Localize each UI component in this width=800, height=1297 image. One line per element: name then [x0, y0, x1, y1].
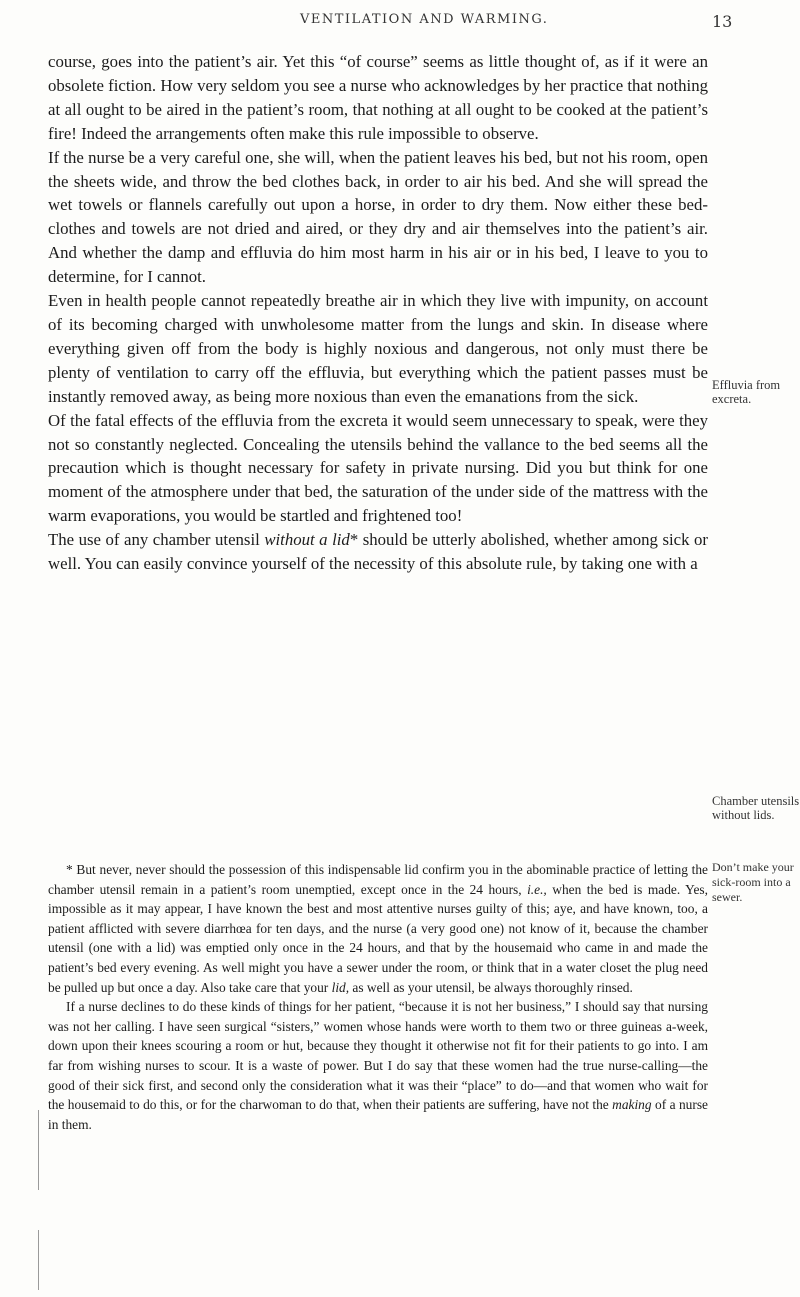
- running-head: VENTILATION AND WARMING.: [300, 12, 549, 27]
- page-edge-mark: [38, 1230, 39, 1290]
- margin-note-sewer: Don’t make your sick-room into a sewer.: [712, 860, 794, 904]
- italic-phrase: making: [612, 1097, 652, 1113]
- paragraph: course, goes into the patient’s air. Yet this “of course” seems as little thought of, as if it were an obsolete fiction. How very seldom you see a nurse who acknowledges by her practice that nothing at all ought to be aired in the patient’s room, that nothing at all ought to be cooked at the patient’s fire! Indeed the arrangements often make this rule impossible to observe.: [48, 52, 708, 143]
- text-run: * should be utterly abolished, whether among sick or well. You can easily convince yourself of the necessity of this absolute rule, by taking one with a: [48, 530, 708, 574]
- footnote: [48, 860, 708, 997]
- page-edge-mark: [38, 1110, 39, 1190]
- paragraph: If the nurse be a very careful one, she will, when the patient leaves his bed, but not his room, open the sheets wide, and throw the bed clothes back, in order to air his bed. And she will spread the wet towels or flannels carefully out upon a horse, in order to dry them. Now either these bed-clothes and towels are not dried and aired, or they dry and air themselves into the patient’s air. And whether the damp and effluvia do him most harm in his air or in his bed, I leave to you to determine, for I cannot.: [48, 147, 708, 287]
- text-run: If a nurse declines to do these kinds of things for her patient, “because it is not her business,” I should say that nursing was not her calling. I have seen surgical “sisters,” women whose hands were worth to them two or three guineas a-week, down upon their knees scouring a room or hut, because they thought it otherwise not fit for their patients to go into. I am far from wishing nurses to scour. It is a waste of power. But I do say that these women had the true nurse-calling—the good of their sick first, and second only the consideration what it was their “place” to do—and that women who wait for the housemaid to do this, or for the charwoman to do that, when their patients are suffering, have not the: [48, 999, 708, 1113]
- main-text: [48, 50, 708, 576]
- paragraph: [48, 528, 708, 576]
- page-header: [0, 0, 800, 40]
- italic-phrase: i.e.,: [527, 881, 547, 897]
- page-number: 13: [712, 12, 733, 31]
- text-run: of a nurse in them.: [48, 1097, 708, 1132]
- text-run: * But never, never should the possession of this indispensable lid confirm you in the abominable practice of letting the chamber utensil remain in a patient’s room unemptied, except once in the 24 hours,: [48, 862, 708, 897]
- italic-phrase: without a lid: [264, 530, 350, 550]
- text-run: The use of any chamber utensil: [48, 530, 265, 550]
- footnotes: [48, 860, 708, 1134]
- paragraph: Even in health people cannot repeatedly breathe air in which they live with impunity, on account of its becoming charged with unwholesome matter from the lungs and skin. In disease where everything given off from the body is highly noxious and dangerous, not only must there be plenty of ventilation to carry off the effluvia, but everything which the patient passes must be instantly removed away, as being more noxious than even the emanations from the sick.: [48, 291, 708, 406]
- paragraph: Of the fatal effects of the effluvia from the excreta it would seem unnecessary to speak, were they not so constantly neglected. Concealing the utensils behind the vallance to the bed seems all the precaution which is thought necessary for safety in private nursing. Did you but think for one moment of the atmosphere under that bed, the saturation of the under side of the mattress with the warm evaporations, you would be startled and frightened too!: [48, 410, 708, 526]
- text-run: when the bed is made. Yes, impossible as it may appear, I have known the best and most attentive nurses guilty of this; aye, and have known, too, a patient afflicted with severe diarrhœa for ten days, and the nurse (a very good one) not know of it, because the chamber utensil (one with a lid) was emptied only once in the 24 hours, and that by the housemaid who came in and made the patient’s bed every evening. As well might you have a sewer under the room, or think that in a water closet the plug need be pulled up but once a day. Also take care that your: [48, 881, 708, 995]
- text-run: as well as your utensil, be always thoroughly rinsed.: [349, 979, 633, 995]
- footnote: [48, 997, 708, 1134]
- margin-note-chamber: Chamber utensils without lids.: [712, 794, 800, 822]
- italic-phrase: lid,: [331, 979, 350, 995]
- margin-note-effluvia: Effluvia from excreta.: [712, 378, 781, 406]
